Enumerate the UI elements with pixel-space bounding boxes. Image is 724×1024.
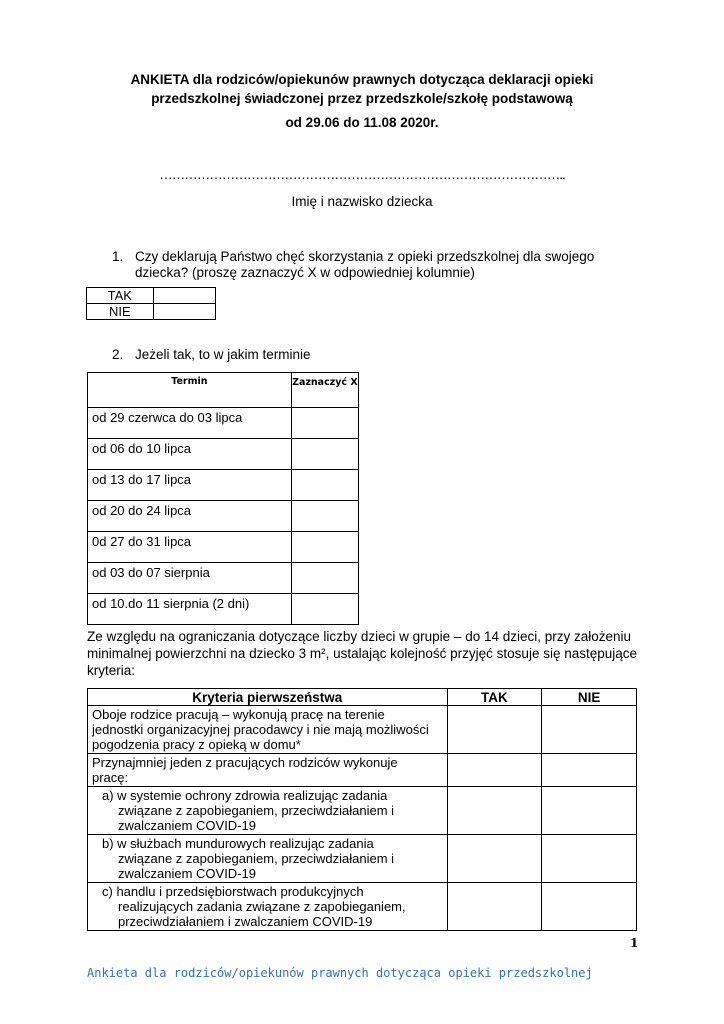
child-name-label: Imię i nazwisko dziecka: [291, 194, 433, 209]
mark-cell[interactable]: [291, 594, 358, 625]
term-cell: od 10.do 11 sierpnia (2 dni): [88, 594, 292, 625]
question2-number: 2.: [112, 347, 124, 362]
term-cell: 0d 27 do 31 lipca: [88, 532, 292, 563]
mark-cell[interactable]: [291, 439, 358, 470]
criteria-text: zwalczaniem COVID-19: [118, 818, 256, 833]
table-row: [88, 439, 359, 470]
term-table: [87, 372, 359, 625]
footer-text: Ankieta dla rodziców/opiekunów prawnych dotycząca opieki przedszkolnej: [87, 966, 593, 980]
table-row: [87, 304, 216, 320]
criteria-text: związane z zapobieganiem, przeciwdziałaniem i: [118, 851, 395, 866]
table-row: [88, 532, 359, 563]
term-cell: od 06 do 10 lipca: [88, 439, 292, 470]
term-cell: od 20 do 24 lipca: [88, 501, 292, 532]
table-row: [88, 835, 637, 883]
criteria-text: przeciwdziałaniem i zwalczaniem COVID-19: [118, 914, 373, 929]
mark-cell[interactable]: [291, 501, 358, 532]
question1-text-line2: dziecka? (proszę zaznaczyć X w odpowiedniej kolumnie): [135, 265, 475, 280]
mark-cell[interactable]: [291, 470, 358, 501]
term-cell: od 13 do 17 lipca: [88, 470, 292, 501]
question1-number: 1.: [112, 249, 124, 264]
question1-table: [86, 287, 216, 320]
name-dotted-line: ……………………………………………………………………………………..: [159, 167, 565, 182]
option-no-label: NIE: [87, 304, 154, 320]
table-row: [88, 754, 637, 787]
criteria-text: pracę:: [92, 770, 129, 785]
criteria-intro-line1: Ze względu na ograniczania dotyczące liczby dzieci w grupie – do 14 dzieci, przy założeniu: [87, 629, 632, 644]
mark-cell[interactable]: [291, 532, 358, 563]
yes-cell[interactable]: [447, 835, 542, 883]
criteria-text: realizujących zadania związane z zapobieganiem,: [118, 899, 406, 914]
option-yes-checkbox[interactable]: [153, 288, 215, 304]
criteria-text: a) w systemie ochrony zdrowia realizując zadania: [102, 788, 388, 803]
criteria-text: związane z zapobieganiem, przeciwdziałaniem i: [118, 803, 395, 818]
no-cell[interactable]: [542, 787, 637, 835]
mark-column-header: Zaznaczyć X: [291, 373, 358, 408]
term-cell: od 03 do 07 sierpnia: [88, 563, 292, 594]
table-header-row: [88, 689, 637, 706]
table-row: [88, 501, 359, 532]
mark-cell[interactable]: [291, 563, 358, 594]
criteria-intro-line3: kryteria:: [87, 663, 136, 678]
option-no-checkbox[interactable]: [153, 304, 215, 320]
table-row: [88, 470, 359, 501]
criteria-text: c) handlu i przedsiębiorstwach produkcyjnych: [102, 884, 364, 899]
criteria-text: Oboje rodzice pracują – wykonują pracę na terenie: [92, 707, 385, 722]
question1-text-line1: Czy deklarują Państwo chęć skorzystania z opieki przedszkolnej dla swojego: [135, 249, 595, 264]
criteria-cell: [88, 883, 448, 931]
page-number: 1: [630, 936, 639, 950]
table-row: [88, 408, 359, 439]
criteria-text: zwalczaniem COVID-19: [118, 866, 256, 881]
criteria-cell: [88, 835, 448, 883]
criteria-text: pogodzenia pracy z opieką w domu*: [92, 737, 301, 752]
no-cell[interactable]: [542, 883, 637, 931]
yes-cell[interactable]: [447, 706, 542, 754]
table-row: [88, 883, 637, 931]
term-cell: od 29 czerwca do 03 lipca: [88, 408, 292, 439]
criteria-column-header: Kryteria pierwszeństwa: [88, 689, 448, 706]
table-row: [88, 706, 637, 754]
criteria-text: jednostki organizacyjnej pracodawcy i nie mają możliwości: [92, 722, 429, 737]
table-row: [88, 787, 637, 835]
yes-cell[interactable]: [447, 754, 542, 787]
no-cell[interactable]: [542, 754, 637, 787]
yes-cell[interactable]: [447, 883, 542, 931]
title-line-1: ANKIETA dla rodziców/opiekunów prawnych dotycząca deklaracji opieki: [130, 72, 594, 87]
yes-column-header: TAK: [447, 689, 542, 706]
criteria-table: [87, 688, 637, 931]
title-line-2: przedszkolnej świadczonej przez przedszkole/szkołę podstawową: [151, 91, 573, 106]
criteria-cell: [88, 706, 448, 754]
term-column-header: Termin: [88, 373, 292, 408]
table-row: [88, 594, 359, 625]
option-yes-label: TAK: [87, 288, 154, 304]
mark-cell[interactable]: [291, 408, 358, 439]
title-dates: od 29.06 do 11.08 2020r.: [285, 115, 439, 130]
yes-cell[interactable]: [447, 787, 542, 835]
criteria-text: Przynajmniej jeden z pracujących rodziców wykonuje: [92, 755, 398, 770]
no-column-header: NIE: [542, 689, 637, 706]
table-row: [87, 288, 216, 304]
no-cell[interactable]: [542, 706, 637, 754]
criteria-cell: [88, 787, 448, 835]
no-cell[interactable]: [542, 835, 637, 883]
criteria-text: b) w służbach mundurowych realizując zadania: [102, 836, 374, 851]
table-header-row: [88, 373, 359, 408]
criteria-intro-line2: minimalnej powierzchni na dziecko 3 m², ustalając kolejność przyjęć stosuje się następujące: [87, 646, 638, 661]
criteria-cell: [88, 754, 448, 787]
question2-text: Jeżeli tak, to w jakim terminie: [135, 347, 311, 362]
table-row: [88, 563, 359, 594]
